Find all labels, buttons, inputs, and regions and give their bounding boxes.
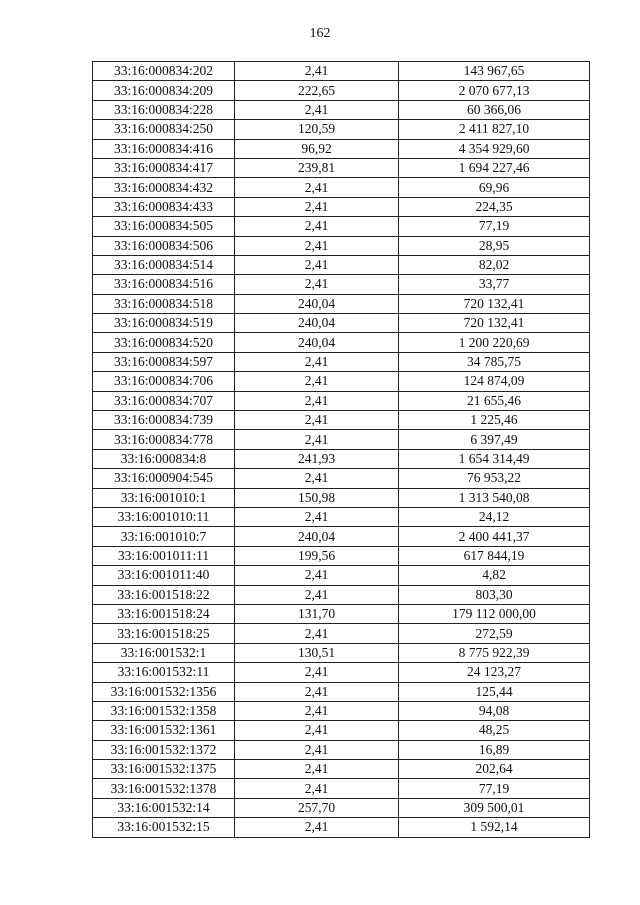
table-row bbox=[93, 178, 590, 197]
value-cell: 143 967,65 bbox=[399, 62, 590, 81]
coefficient-cell: 150,98 bbox=[235, 488, 399, 507]
value-cell: 1 313 540,08 bbox=[399, 488, 590, 507]
page-number: 162 bbox=[309, 26, 331, 41]
table-row bbox=[93, 217, 590, 236]
value-cell: 60 366,06 bbox=[399, 100, 590, 119]
cadastral-number-cell: 33:16:000834:706 bbox=[93, 372, 235, 391]
value-cell: 24 123,27 bbox=[399, 663, 590, 682]
table-row bbox=[93, 430, 590, 449]
coefficient-cell: 2,41 bbox=[235, 178, 399, 197]
value-cell: 720 132,41 bbox=[399, 314, 590, 333]
table-row bbox=[93, 469, 590, 488]
value-cell: 4 354 929,60 bbox=[399, 139, 590, 158]
coefficient-cell: 2,41 bbox=[235, 663, 399, 682]
value-cell: 8 775 922,39 bbox=[399, 643, 590, 662]
coefficient-cell: 2,41 bbox=[235, 217, 399, 236]
cadastral-number-cell: 33:16:000834:416 bbox=[93, 139, 235, 158]
cadastral-number-cell: 33:16:000834:516 bbox=[93, 275, 235, 294]
table-row bbox=[93, 546, 590, 565]
table-row bbox=[93, 721, 590, 740]
table-row bbox=[93, 779, 590, 798]
cadastral-number-cell: 33:16:001532:1361 bbox=[93, 721, 235, 740]
cadastral-number-cell: 33:16:000834:520 bbox=[93, 333, 235, 352]
value-cell: 1 592,14 bbox=[399, 818, 590, 837]
value-cell: 28,95 bbox=[399, 236, 590, 255]
table-row bbox=[93, 352, 590, 371]
value-cell: 179 112 000,00 bbox=[399, 604, 590, 623]
table-row bbox=[93, 62, 590, 81]
cadastral-number-cell: 33:16:000834:514 bbox=[93, 255, 235, 274]
coefficient-cell: 2,41 bbox=[235, 197, 399, 216]
cadastral-number-cell: 33:16:001532:1378 bbox=[93, 779, 235, 798]
coefficient-cell: 2,41 bbox=[235, 100, 399, 119]
value-cell: 82,02 bbox=[399, 255, 590, 274]
table-row bbox=[93, 294, 590, 313]
coefficient-cell: 2,41 bbox=[235, 352, 399, 371]
cadastral-number-cell: 33:16:000834:250 bbox=[93, 120, 235, 139]
value-cell: 21 655,46 bbox=[399, 391, 590, 410]
coefficient-cell: 2,41 bbox=[235, 779, 399, 798]
cadastral-number-cell: 33:16:001532:1358 bbox=[93, 701, 235, 720]
value-cell: 4,82 bbox=[399, 566, 590, 585]
table-row bbox=[93, 488, 590, 507]
table-row bbox=[93, 197, 590, 216]
value-cell: 77,19 bbox=[399, 779, 590, 798]
value-cell: 34 785,75 bbox=[399, 352, 590, 371]
coefficient-cell: 2,41 bbox=[235, 740, 399, 759]
cadastral-table bbox=[92, 61, 590, 838]
coefficient-cell: 2,41 bbox=[235, 585, 399, 604]
coefficient-cell: 240,04 bbox=[235, 333, 399, 352]
value-cell: 24,12 bbox=[399, 507, 590, 526]
cadastral-number-cell: 33:16:000834:778 bbox=[93, 430, 235, 449]
value-cell: 16,89 bbox=[399, 740, 590, 759]
cadastral-number-cell: 33:16:001518:24 bbox=[93, 604, 235, 623]
cadastral-number-cell: 33:16:001532:1372 bbox=[93, 740, 235, 759]
table-row bbox=[93, 798, 590, 817]
coefficient-cell: 257,70 bbox=[235, 798, 399, 817]
coefficient-cell: 2,41 bbox=[235, 818, 399, 837]
table-row bbox=[93, 740, 590, 759]
cadastral-number-cell: 33:16:000834:209 bbox=[93, 81, 235, 100]
table-row bbox=[93, 236, 590, 255]
table-row bbox=[93, 585, 590, 604]
cadastral-number-cell: 33:16:001010:7 bbox=[93, 527, 235, 546]
coefficient-cell: 241,93 bbox=[235, 449, 399, 468]
table-row bbox=[93, 449, 590, 468]
table-row bbox=[93, 663, 590, 682]
value-cell: 2 070 677,13 bbox=[399, 81, 590, 100]
coefficient-cell: 2,41 bbox=[235, 701, 399, 720]
value-cell: 6 397,49 bbox=[399, 430, 590, 449]
cadastral-number-cell: 33:16:001518:25 bbox=[93, 624, 235, 643]
cadastral-number-cell: 33:16:001010:11 bbox=[93, 507, 235, 526]
coefficient-cell: 120,59 bbox=[235, 120, 399, 139]
table-row bbox=[93, 682, 590, 701]
cadastral-number-cell: 33:16:000834:417 bbox=[93, 158, 235, 177]
value-cell: 48,25 bbox=[399, 721, 590, 740]
coefficient-cell: 2,41 bbox=[235, 275, 399, 294]
cadastral-number-cell: 33:16:001532:14 bbox=[93, 798, 235, 817]
value-cell: 33,77 bbox=[399, 275, 590, 294]
cadastral-number-cell: 33:16:000904:545 bbox=[93, 469, 235, 488]
coefficient-cell: 2,41 bbox=[235, 566, 399, 585]
table-body bbox=[93, 62, 590, 838]
table-row bbox=[93, 158, 590, 177]
value-cell: 77,19 bbox=[399, 217, 590, 236]
coefficient-cell: 222,65 bbox=[235, 81, 399, 100]
coefficient-cell: 2,41 bbox=[235, 507, 399, 526]
coefficient-cell: 240,04 bbox=[235, 294, 399, 313]
value-cell: 2 400 441,37 bbox=[399, 527, 590, 546]
coefficient-cell: 199,56 bbox=[235, 546, 399, 565]
coefficient-cell: 240,04 bbox=[235, 314, 399, 333]
value-cell: 1 200 220,69 bbox=[399, 333, 590, 352]
cadastral-number-cell: 33:16:000834:597 bbox=[93, 352, 235, 371]
table-row bbox=[93, 391, 590, 410]
value-cell: 202,64 bbox=[399, 760, 590, 779]
table-row bbox=[93, 255, 590, 274]
cadastral-number-cell: 33:16:000834:739 bbox=[93, 411, 235, 430]
cadastral-number-cell: 33:16:001011:11 bbox=[93, 546, 235, 565]
cadastral-number-cell: 33:16:000834:505 bbox=[93, 217, 235, 236]
value-cell: 224,35 bbox=[399, 197, 590, 216]
coefficient-cell: 2,41 bbox=[235, 62, 399, 81]
coefficient-cell: 2,41 bbox=[235, 391, 399, 410]
coefficient-cell: 130,51 bbox=[235, 643, 399, 662]
value-cell: 272,59 bbox=[399, 624, 590, 643]
coefficient-cell: 2,41 bbox=[235, 760, 399, 779]
cadastral-number-cell: 33:16:000834:518 bbox=[93, 294, 235, 313]
cadastral-number-cell: 33:16:001532:1356 bbox=[93, 682, 235, 701]
cadastral-number-cell: 33:16:001532:1375 bbox=[93, 760, 235, 779]
coefficient-cell: 2,41 bbox=[235, 236, 399, 255]
coefficient-cell: 2,41 bbox=[235, 682, 399, 701]
table-row bbox=[93, 760, 590, 779]
table-row bbox=[93, 527, 590, 546]
coefficient-cell: 2,41 bbox=[235, 469, 399, 488]
cadastral-number-cell: 33:16:000834:8 bbox=[93, 449, 235, 468]
cadastral-number-cell: 33:16:000834:519 bbox=[93, 314, 235, 333]
cadastral-number-cell: 33:16:001011:40 bbox=[93, 566, 235, 585]
table-row bbox=[93, 120, 590, 139]
value-cell: 124 874,09 bbox=[399, 372, 590, 391]
value-cell: 803,30 bbox=[399, 585, 590, 604]
cadastral-number-cell: 33:16:000834:228 bbox=[93, 100, 235, 119]
value-cell: 617 844,19 bbox=[399, 546, 590, 565]
value-cell: 1 225,46 bbox=[399, 411, 590, 430]
table-row bbox=[93, 139, 590, 158]
cadastral-number-cell: 33:16:000834:202 bbox=[93, 62, 235, 81]
coefficient-cell: 2,41 bbox=[235, 430, 399, 449]
table-row bbox=[93, 372, 590, 391]
coefficient-cell: 2,41 bbox=[235, 624, 399, 643]
cadastral-number-cell: 33:16:001518:22 bbox=[93, 585, 235, 604]
value-cell: 2 411 827,10 bbox=[399, 120, 590, 139]
coefficient-cell: 2,41 bbox=[235, 255, 399, 274]
cadastral-number-cell: 33:16:000834:433 bbox=[93, 197, 235, 216]
table-row bbox=[93, 604, 590, 623]
table-row bbox=[93, 566, 590, 585]
table-row bbox=[93, 275, 590, 294]
value-cell: 1 694 227,46 bbox=[399, 158, 590, 177]
cadastral-number-cell: 33:16:001532:15 bbox=[93, 818, 235, 837]
cadastral-number-cell: 33:16:001010:1 bbox=[93, 488, 235, 507]
value-cell: 720 132,41 bbox=[399, 294, 590, 313]
coefficient-cell: 2,41 bbox=[235, 721, 399, 740]
value-cell: 1 654 314,49 bbox=[399, 449, 590, 468]
table-row bbox=[93, 333, 590, 352]
table-row bbox=[93, 507, 590, 526]
value-cell: 125,44 bbox=[399, 682, 590, 701]
table-row bbox=[93, 81, 590, 100]
cadastral-number-cell: 33:16:000834:432 bbox=[93, 178, 235, 197]
table-row bbox=[93, 818, 590, 837]
table-row bbox=[93, 643, 590, 662]
value-cell: 94,08 bbox=[399, 701, 590, 720]
table-row bbox=[93, 100, 590, 119]
value-cell: 309 500,01 bbox=[399, 798, 590, 817]
value-cell: 69,96 bbox=[399, 178, 590, 197]
value-cell: 76 953,22 bbox=[399, 469, 590, 488]
table-row bbox=[93, 314, 590, 333]
coefficient-cell: 2,41 bbox=[235, 372, 399, 391]
table-row bbox=[93, 624, 590, 643]
coefficient-cell: 2,41 bbox=[235, 411, 399, 430]
coefficient-cell: 240,04 bbox=[235, 527, 399, 546]
coefficient-cell: 96,92 bbox=[235, 139, 399, 158]
cadastral-number-cell: 33:16:000834:506 bbox=[93, 236, 235, 255]
table-row bbox=[93, 701, 590, 720]
coefficient-cell: 239,81 bbox=[235, 158, 399, 177]
cadastral-number-cell: 33:16:000834:707 bbox=[93, 391, 235, 410]
cadastral-number-cell: 33:16:001532:1 bbox=[93, 643, 235, 662]
cadastral-number-cell: 33:16:001532:11 bbox=[93, 663, 235, 682]
table-row bbox=[93, 411, 590, 430]
coefficient-cell: 131,70 bbox=[235, 604, 399, 623]
